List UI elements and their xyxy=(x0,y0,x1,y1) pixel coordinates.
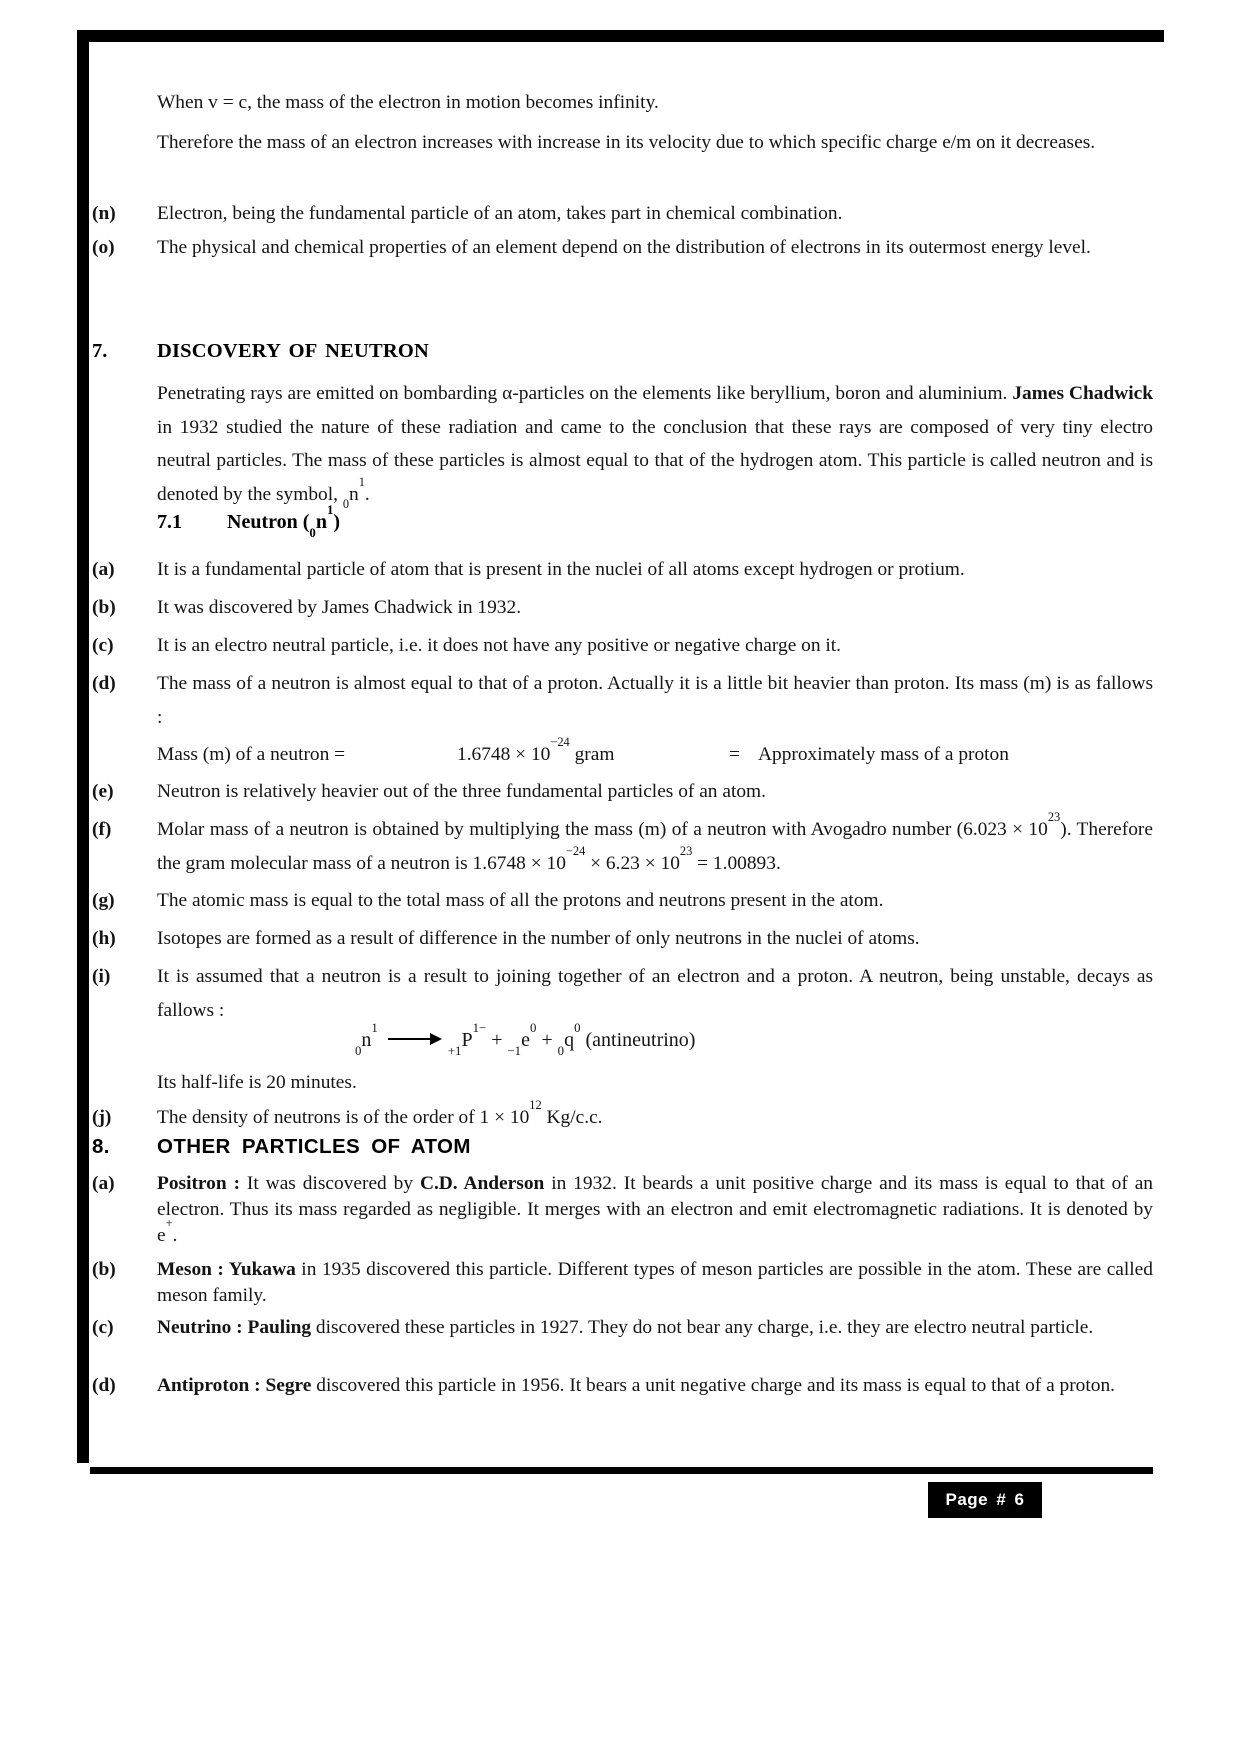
item-text: It is an electro neutral particle, i.e. it does not have any positive or negative charge on it. xyxy=(157,635,842,656)
subsection-7-1-heading xyxy=(157,502,341,540)
item-label: (a) xyxy=(92,559,115,580)
item-text: The atomic mass is equal to the total mass of all the protons and neutrons present in the atom. xyxy=(157,890,884,911)
item-label: (c) xyxy=(92,635,114,656)
item-label: (d) xyxy=(92,673,116,694)
page-number-badge xyxy=(928,1482,1042,1518)
subsection-7-1-number: 7.1 xyxy=(157,511,182,533)
mass-equation-note: Approximately mass of a proton xyxy=(758,744,1009,765)
list-item xyxy=(92,922,1153,956)
item-label: (f) xyxy=(92,819,112,840)
list-item xyxy=(92,629,1153,663)
item-label: (b) xyxy=(92,1259,116,1280)
item-text: The physical and chemical properties of an element depend on the distribution of electrons in its outermost energy level. xyxy=(157,237,1091,258)
item-text: Antiproton : Segre discovered this particle in 1956. It bears a unit negative charge and its mass is equal to that of a proton. xyxy=(157,1375,1116,1396)
section-7-heading xyxy=(92,340,1153,363)
list-item xyxy=(92,884,1153,918)
item-label: (b) xyxy=(92,597,116,618)
item-text: Meson : Yukawa in 1935 discovered this particle. Different types of meson particles are possible in the atom. These are called meson family. xyxy=(157,1259,1153,1306)
list-item xyxy=(92,231,1153,265)
subsection-7-1-title: Neutron $(_0n^1)$ xyxy=(227,502,341,540)
item-label: (e) xyxy=(92,781,114,802)
frame-left-bar xyxy=(77,30,89,1463)
list-item xyxy=(92,197,1153,231)
item-label: (i) xyxy=(92,966,111,987)
item-label: (c) xyxy=(92,1317,114,1338)
section-8-number: 8. xyxy=(92,1135,110,1158)
list-item xyxy=(92,1315,1153,1341)
list-item xyxy=(92,1373,1153,1399)
list-item xyxy=(92,810,1153,880)
item-label: (j) xyxy=(92,1107,112,1128)
mass-equation-value: $1.6748 \times 10^{-24}$ gram xyxy=(457,735,615,765)
list-item xyxy=(92,553,1153,587)
mass-equation-label: Mass (m) of a neutron = xyxy=(157,744,346,765)
item-text: The mass of a neutron is almost equal to that of a proton. Actually it is a little bit heavier than proton. Its mass (m) is as fallows : xyxy=(157,673,1153,728)
frame-top-bar xyxy=(77,30,1164,42)
item-text: Isotopes are formed as a result of difference in the number of only neutrons in the nuclei of atoms. xyxy=(157,928,920,949)
item-label: (o) xyxy=(92,237,115,258)
decay-equation-lhs: $_0n^1$ xyxy=(355,1020,378,1058)
item-label: (n) xyxy=(92,203,116,224)
item-text: It is a fundamental particle of atom that is present in the nuclei of all atoms except hydrogen or protium. xyxy=(157,559,965,580)
intro-line: When v = c, the mass of the electron in motion becomes infinity. xyxy=(157,92,659,113)
list-item xyxy=(92,775,1153,809)
equals-sign: = xyxy=(729,744,740,765)
item-text: Molar mass of a neutron is obtained by multiplying the mass (m) of a neutron with Avogadro number $(6.023 \times 10^{23})$. Therefore the gram molecular mass of a neutron is $1.6748 \times 10^{-24} \times 6.23 \times 10^{23} = 1.00893$. xyxy=(157,810,1153,874)
mass-equation xyxy=(157,735,1153,774)
section-7-number: 7. xyxy=(92,340,108,362)
item-label: (h) xyxy=(92,928,116,949)
section-7-paragraph: Penetrating rays are emitted on bombarding α-particles on the elements like beryllium, boron and aluminium. James Chadwick in 1932 studied the nature of these radiation and came to the conclusion that these rays are composed of very tiny electro neutral particles. The mass of these particles is almost equal to that of the hydrogen atom. This particle is called neutron and is denoted by the symbol, $_0n^1$. xyxy=(157,383,1153,511)
item-label: (d) xyxy=(92,1375,116,1396)
section-8-title: OTHER PARTICLES OF ATOM xyxy=(157,1135,471,1158)
section-7-title: DISCOVERY OF NEUTRON xyxy=(157,340,430,362)
item-text: Neutrino : Pauling discovered these particles in 1927. They do not bear any charge, i.e. they are electro neutral particle. xyxy=(157,1317,1094,1338)
list-item xyxy=(92,667,1153,734)
item-label: (a) xyxy=(92,1173,115,1194)
decay-equation xyxy=(157,1018,1153,1064)
list-item xyxy=(92,1257,1153,1309)
section-8-heading xyxy=(92,1135,1153,1159)
right-arrow-icon xyxy=(388,1038,440,1041)
page-number-label: Page # 6 xyxy=(945,1490,1025,1509)
item-text: The density of neutrons is of the order of $1 \times 10^{12}$ Kg/c.c. xyxy=(157,1098,603,1128)
item-text: Neutron is relatively heavier out of the three fundamental particles of an atom. xyxy=(157,781,766,802)
item-label: (g) xyxy=(92,890,115,911)
footer-rule xyxy=(90,1467,1153,1474)
item-text: It is assumed that a neutron is a result to joining together of an electron and a proton. A neutron, being unstable, decays as fallows : xyxy=(157,966,1153,1021)
list-item xyxy=(92,591,1153,625)
half-life-note: Its half-life is 20 minutes. xyxy=(157,1072,357,1093)
item-text: It was discovered by James Chadwick in 1932. xyxy=(157,597,522,618)
item-text: Positron : It was discovered by C.D. Anderson in 1932. It beards a unit positive charge and its mass is equal to that of an electron. Thus its mass regarded as negligible. It merges with an electron and emit electromagnetic radiations. It is denoted by e+. xyxy=(157,1173,1153,1246)
item-text: Electron, being the fundamental particle of an atom, takes part in chemical combination. xyxy=(157,203,843,224)
list-item xyxy=(92,1098,1153,1135)
list-item xyxy=(92,1171,1153,1249)
intro-line: Therefore the mass of an electron increases with increase in its velocity due to which specific charge e/m on it decreases. xyxy=(157,132,1096,153)
list-item xyxy=(92,960,1153,1027)
decay-equation-rhs: $_{+1}P^{1-} + _{-1}e^0 + _0q^0$ (antineutrino) xyxy=(447,1020,696,1058)
